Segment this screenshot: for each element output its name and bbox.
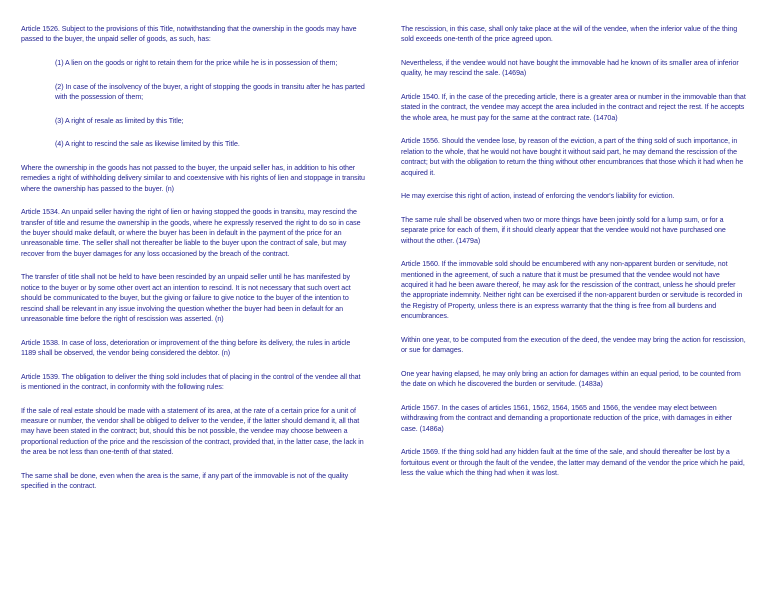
paragraph: The same rule shall be observed when two or more things have been jointly sold for a lump sum, or for a separate price for each of them, if it should clearly appear that the vendee would not have purchased one without the other. (1479a) xyxy=(401,215,726,245)
list-item: (2) In case of the insolvency of the buyer, a right of stopping the goods in transitu after he has parted with the possession of them; xyxy=(55,82,365,101)
paragraph: He may exercise this right of action, instead of enforcing the vendor's liability for eviction. xyxy=(401,192,675,201)
article-1539: Article 1539. The obligation to deliver the thing sold includes that of placing in the control of the vendee all that is mentioned in the contract, in conformity with the following rules: xyxy=(21,372,361,392)
paragraph: Nevertheless, if the vendee would not have bought the immovable had he known of its smaller area of inferior quality, he may rescind the sale. (1469a) xyxy=(401,59,739,78)
article-1538: Article 1538. In case of loss, deterioration or improvement of the thing before its delivery, the rules in article 1189 shall be observed, the vendor being considered the debtor. (n) xyxy=(21,338,351,358)
article-1540: Article 1540. If, in the case of the preceding article, there is a greater area or number in the immovable than that stated in the contract, the vendee may accept the area included in the contract and reject the rest. If he accepts the whole area, he must pay for the same at the contract rate. (1470a) xyxy=(401,93,746,122)
paragraph: One year having elapsed, he may only bring an action for damages within an equal period, to be counted from the date on which he discovered the burden or servitude. (1483a) xyxy=(401,369,741,389)
article-1567: Article 1567. In the cases of articles 1561, 1562, 1564, 1565 and 1566, the vendee may elect between withdrawing from the contract and demanding a proportionate reduction of the price, with damages in either case. (1486a) xyxy=(401,403,733,433)
paragraph: Where the ownership in the goods has not passed to the buyer, the unpaid seller has, in addition to his other remedies a right of withholding delivery similar to and coextensive with his rights of lien and stoppage in transitu where the ownership has passed to the buyer. (n) xyxy=(21,163,365,193)
paragraph: Within one year, to be computed from the execution of the deed, the vendee may bring the action for rescission, or sue for damages. xyxy=(401,335,746,355)
article-1560: Article 1560. If the immovable sold should be encumbered with any non-apparent burden or servitude, not mentioned in the agreement, of such a nature that it must be presumed that the vendee would not have acquired it had he been aware thereof, he may ask for the rescission of the contract, unless he should prefer the appropriate indemnity. Neither right can be exercised if the non-apparent burden or servitude is recorded in the Registry of Property, unless there is an express warranty that the thing is free from all burdens and encumbrances. xyxy=(401,260,743,321)
paragraph: The same shall be done, even when the area is the same, if any part of the immovable is not of the quality specified in the contract. xyxy=(21,471,349,491)
right-column xyxy=(401,24,747,492)
article-1556: Article 1556. Should the vendee lose, by reason of the eviction, a part of the thing sold of such importance, in relation to the whole, that he would not have bought it without said part, he may demand the rescission of the contract; but with the obligation to return the thing without other encumbrances that those which it had when he acquired it. xyxy=(401,137,744,177)
article-1569: Article 1569. If the thing sold had any hidden fault at the time of the sale, and should thereafter be lost by a fortuitous event or through the fault of the vendee, the latter may demand of the vendor the price which he paid, less the value which the thing had when it was lost. xyxy=(401,448,745,478)
paragraph: If the sale of real estate should be made with a statement of its area, at the rate of a certain price for a unit of measure or number, the vendor shall be obliged to deliver to the vendee, if the latter should demand it, all that may have been stated in the contract; but, should this be not possible, the vendee may choose between a proportional reduction of the price and the rescission of the contract, provided that, in the latter case, the lack in the area be not less than one-tenth of that stated. xyxy=(21,406,364,457)
list-item: (1) A lien on the goods or right to retain them for the price while he is in possession of them; xyxy=(55,59,338,67)
article-1534: Article 1534. An unpaid seller having the right of lien or having stopped the goods in transitu, may rescind the transfer of title and resume the ownership in the goods, where he expressly reserved the right to do so in case the buyer should make default, or where the buyer has been in default in the payment of the price for an unreasonable time. The seller shall not thereafter be liable to the buyer upon the contract of sale, but may recover from the buyer damages for any loss occasioned by the breach of the contract. xyxy=(21,208,361,258)
list-item: (4) A right to rescind the sale as likewise limited by this Title. xyxy=(55,140,240,149)
paragraph: The transfer of title shall not be held to have been rescinded by an unpaid seller until he has manifested by notice to the buyer or by some other overt act an intention to rescind. It is not necessary that such overt act should be communicated to the buyer, but the giving or failure to give notice to the buyer of the intention to rescind shall be relevant in any issue involving the question whether the buyer had been in default for an unreasonable time before the right of rescission was asserted. (n) xyxy=(21,273,351,324)
paragraph: The rescission, in this case, shall only take place at the will of the vendee, when the inferior value of the thing sold exceeds one-tenth of the price agreed upon. xyxy=(401,25,738,44)
article-1526-intro: Article 1526. Subject to the provisions of this Title, notwithstanding that the ownership in the goods may have passed to the buyer, the unpaid seller of goods, as such, has: xyxy=(21,25,357,44)
left-column xyxy=(21,24,367,505)
list-item: (3) A right of resale as limited by this Title; xyxy=(55,116,184,125)
